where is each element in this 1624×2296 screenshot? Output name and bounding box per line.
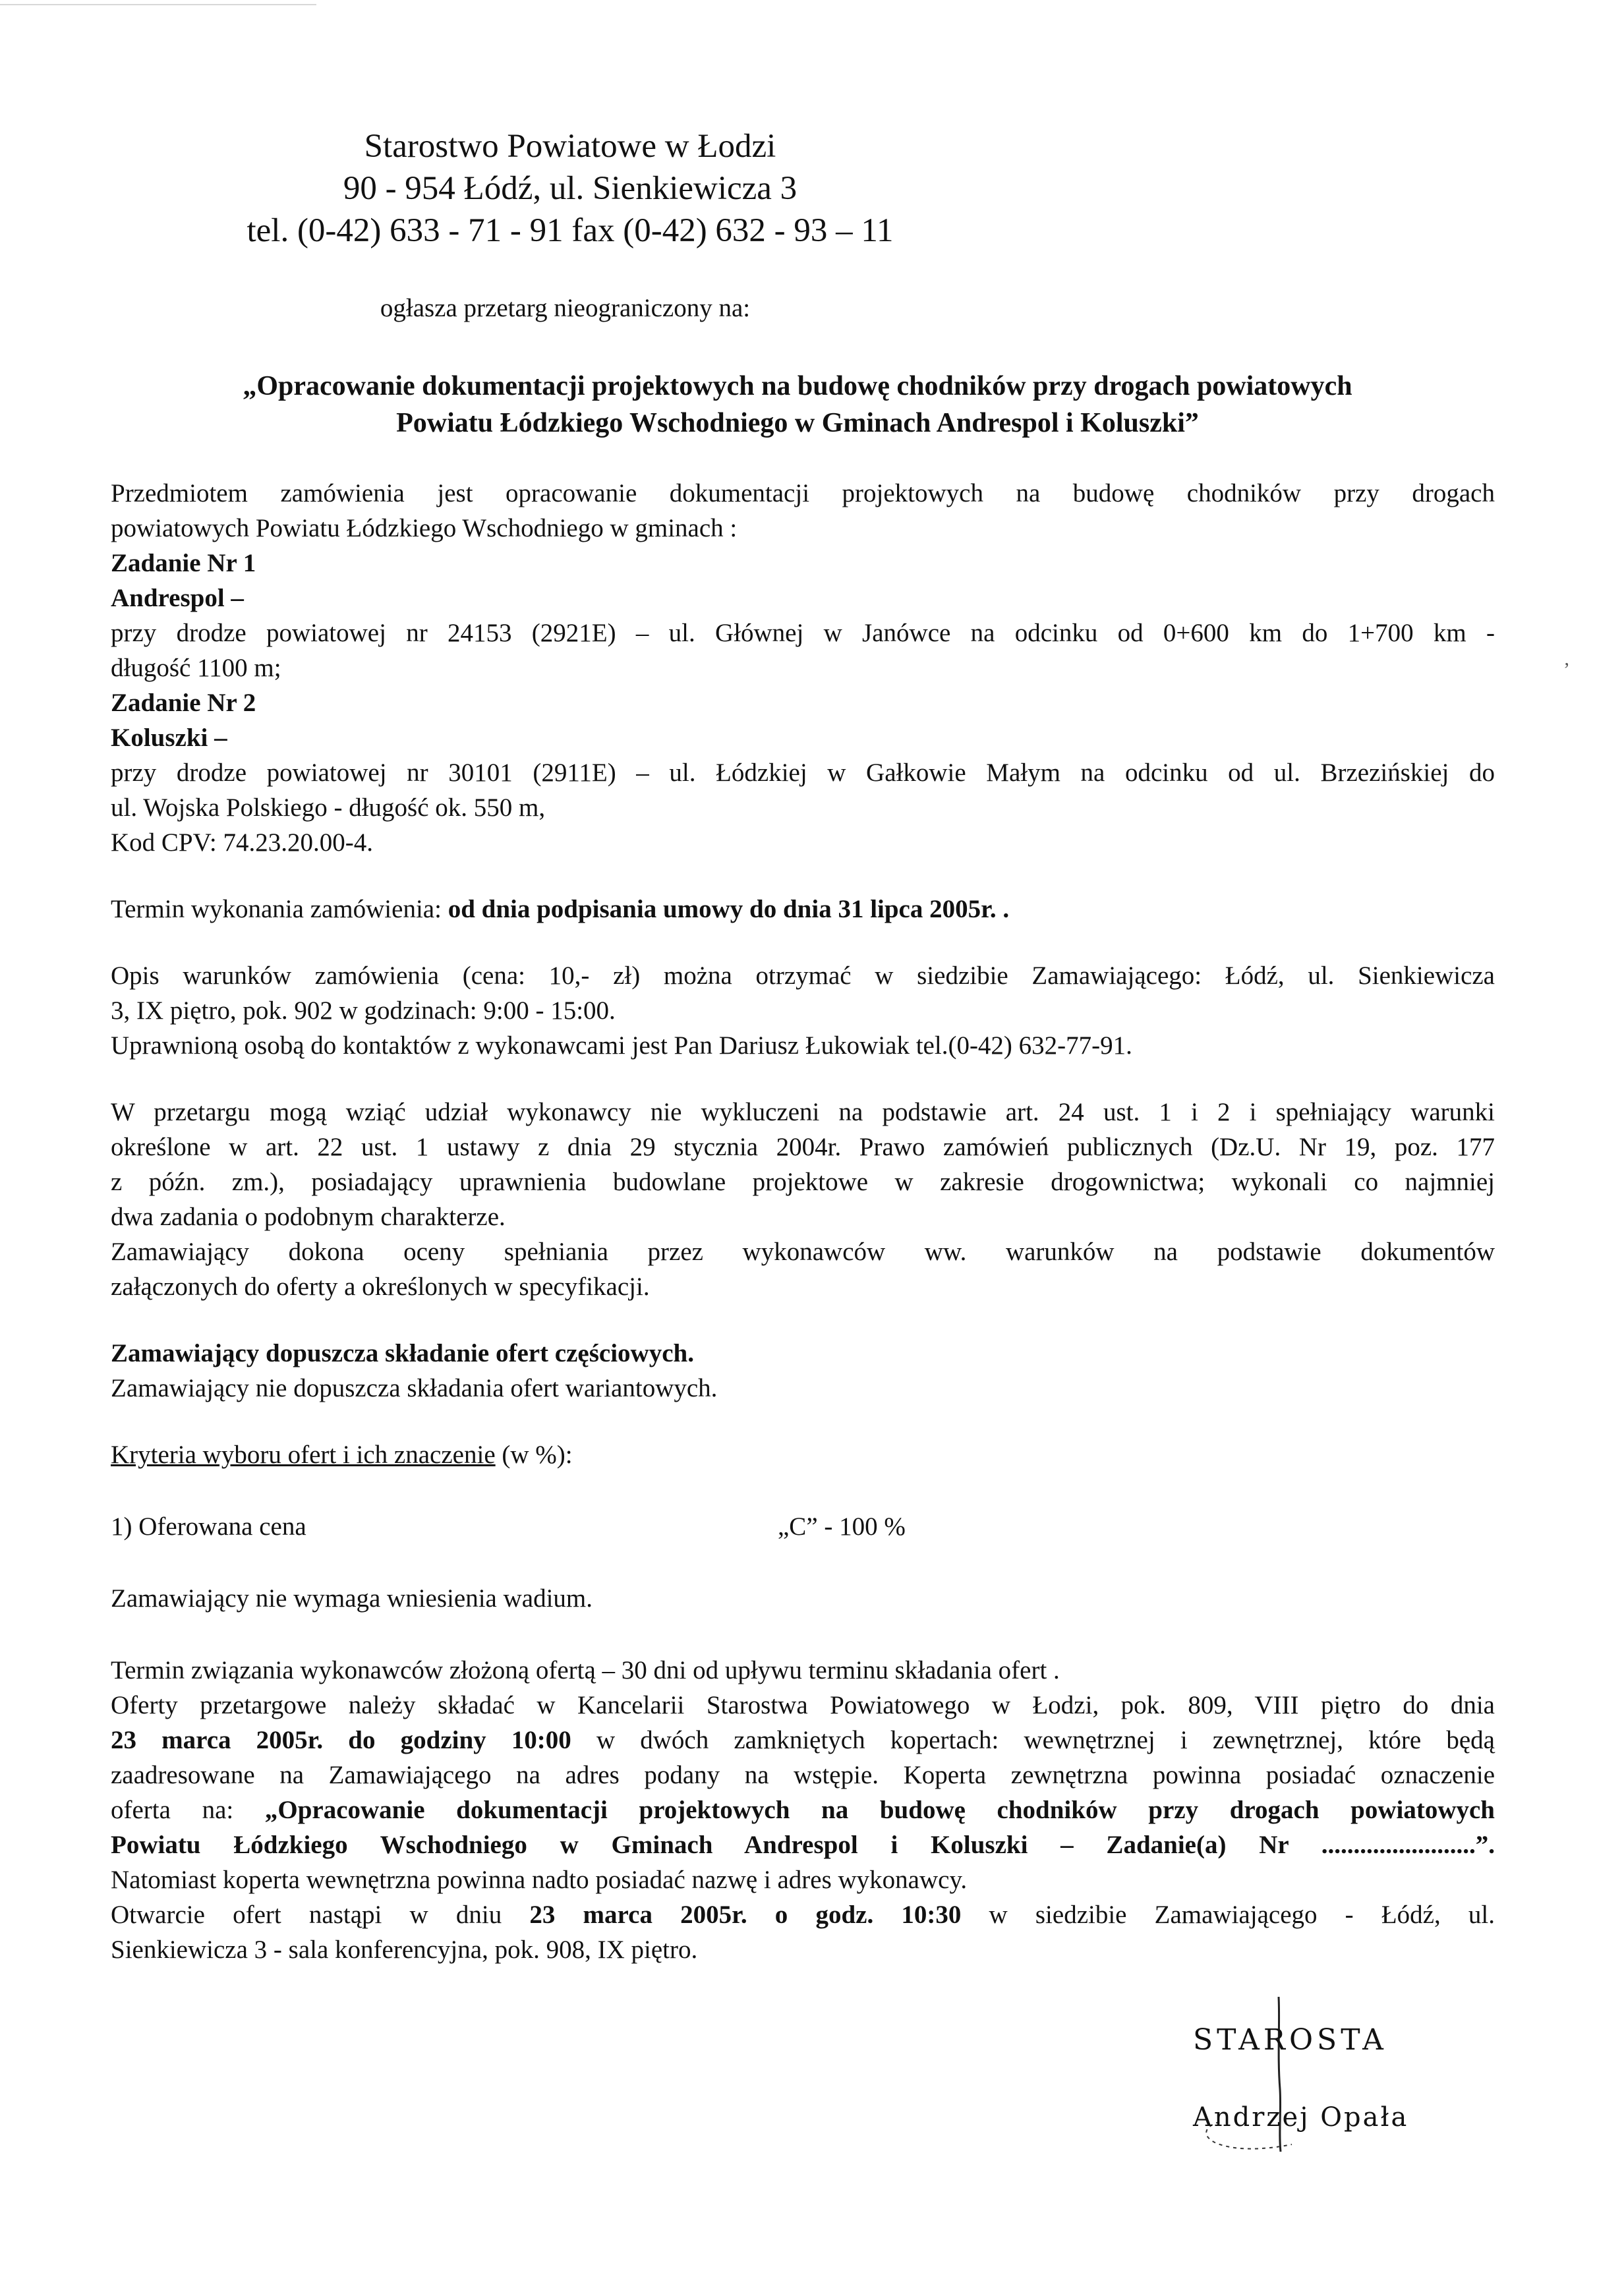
criteria-heading-suffix: (w %): bbox=[495, 1441, 573, 1469]
letterhead-address: 90 - 954 Łódź, ul. Sienkiewicza 3 bbox=[343, 170, 798, 207]
announcement-line: ogłasza przetarg nieograniczony na: bbox=[380, 294, 751, 322]
conditions-line-1: W przetargu mogą wziąć udział wykonawcy nie wykluczeni na podstawie art. 24 ust. 1 i 2 i spełniający warunki bbox=[111, 1098, 1495, 1126]
opening-suffix: w siedzibie Zamawiającego - Łódź, ul. bbox=[961, 1901, 1495, 1929]
letterhead-phone: tel. (0-42) 633 - 71 - 91 fax (0-42) 632 - 93 – 11 bbox=[246, 212, 894, 249]
criteria-heading bbox=[111, 1437, 1495, 1472]
subject-line-1: Przedmiotem zamówienia jest opracowanie dokumentacji projektowych na budowę chodników przy drogach bbox=[111, 479, 1495, 507]
scan-speck: ʼ bbox=[1563, 659, 1570, 681]
submission-line-3-rest: w dwóch zamkniętych kopertach: wewnętrznej i zewnętrznej, które będą bbox=[571, 1726, 1495, 1754]
wadium-note: Zamawiający nie wymaga wniesienia wadium. bbox=[111, 1584, 593, 1613]
conditions-line-2: określone w art. 22 ust. 1 ustawy z dnia 29 stycznia 2004r. Prawo zamówień publicznych (Dz.U. Nr 19, poz. 177 bbox=[111, 1133, 1495, 1161]
submission-line-1: Termin związania wykonawców złożoną ofertą – 30 dni od upływu terminu składania ofert . bbox=[111, 1656, 1060, 1684]
letterhead-office: Starostwo Powiatowe w Łodzi bbox=[364, 128, 776, 165]
tender-title bbox=[79, 368, 1516, 442]
opening-datetime: 23 marca 2005r. o godz. 10:30 bbox=[529, 1901, 962, 1929]
cpv-code: Kod CPV: 74.23.20.00-4. bbox=[111, 828, 373, 857]
task-1-label: Zadanie Nr 1 bbox=[111, 549, 256, 577]
conditions-line-6: załączonych do oferty a określonych w specyfikacji. bbox=[111, 1273, 650, 1301]
submission-line-7: Natomiast koperta wewnętrzna powinna nadto posiadać nazwę i adres wykonawcy. bbox=[111, 1866, 968, 1894]
submission-line-5 bbox=[111, 1793, 1495, 1827]
task-1-line-2: długość 1100 m; bbox=[111, 654, 281, 682]
partial-offers-note: Zamawiający dopuszcza składanie ofert częściowych. bbox=[111, 1339, 694, 1367]
task-2-label: Zadanie Nr 2 bbox=[111, 689, 256, 717]
tender-title-line-2: Powiatu Łódzkiego Wschodniego w Gminach Andrespol i Koluszki” bbox=[396, 408, 1199, 438]
task-2-line-2: ul. Wojska Polskiego - długość ok. 550 m, bbox=[111, 793, 546, 822]
signature-name: Andrzej Opała bbox=[1193, 2102, 1409, 2133]
signature-title: STAROSTA bbox=[1193, 2023, 1387, 2057]
task-1-line-1: przy drodze powiatowej nr 24153 (2921E) – ul. Głównej w Janówce na odcinku od 0+600 km do 1+700 km - bbox=[111, 619, 1495, 647]
letterhead bbox=[0, 125, 1140, 252]
deadline-prefix: Termin wykonania zamówienia: bbox=[111, 895, 448, 923]
criteria-item-label: 1) Oferowana cena bbox=[111, 1512, 306, 1541]
task-2-line-1: przy drodze powiatowej nr 30101 (2911E) – ul. Łódzkiej w Gałkowie Małym na odcinku od ul. Brzezińskiej do bbox=[111, 759, 1495, 787]
terms-line-1: Opis warunków zamówienia (cena: 10,- zł) można otrzymać w siedzibie Zamawiającego: Łódź, ul. Sienkiewicza bbox=[111, 961, 1495, 990]
opening-line bbox=[111, 1897, 1495, 1932]
document-body bbox=[111, 476, 1495, 1967]
opening-prefix: Otwarcie ofert nastąpi w dniu bbox=[111, 1901, 530, 1929]
conditions-line-3: z późn. zm.), posiadający uprawnienia budowlane projektowe w zakresie drogownictwa; wykonali co najmniej bbox=[111, 1168, 1495, 1196]
deadline-value: od dnia podpisania umowy do dnia 31 lipca 2005r. bbox=[448, 895, 997, 923]
submission-line-5-prefix: oferta na: bbox=[111, 1796, 265, 1824]
submission-deadline: 23 marca 2005r. do godziny 10:00 bbox=[111, 1726, 571, 1754]
completion-deadline bbox=[111, 892, 1495, 927]
task-1-place: Andrespol – bbox=[111, 584, 244, 612]
subject-line-2: powiatowych Powiatu Łódzkiego Wschodniego w gminach : bbox=[111, 514, 738, 542]
signature-stamp bbox=[1180, 1997, 1483, 2195]
submission-line-4: zaadresowane na Zamawiającego na adres podany na wstępie. Koperta zewnętrzna powinna posiadać oznaczenie bbox=[111, 1761, 1495, 1789]
tender-title-line-1: „Opracowanie dokumentacji projektowych na budowę chodników przy drogach powiatowych bbox=[243, 371, 1352, 401]
task-2-place: Koluszki – bbox=[111, 724, 227, 752]
deadline-suffix: . bbox=[996, 895, 1010, 923]
submission-line-3 bbox=[111, 1723, 1495, 1758]
criteria-item-value: „C” - 100 % bbox=[778, 1512, 906, 1541]
criteria-heading-text: Kryteria wyboru ofert i ich znaczenie bbox=[111, 1441, 496, 1469]
variant-offers-note: Zamawiający nie dopuszcza składania ofert wariantowych. bbox=[111, 1374, 718, 1402]
opening-location: Sienkiewicza 3 - sala konferencyjna, pok. 908, IX piętro. bbox=[111, 1936, 698, 1964]
envelope-marking-line-2: Powiatu Łódzkiego Wschodniego w Gminach Andrespol i Koluszki – Zadanie(a) Nr ........................”. bbox=[111, 1831, 1495, 1859]
conditions-line-5: Zamawiający dokona oceny spełniania przez wykonawców ww. warunków na podstawie dokumentów bbox=[111, 1238, 1495, 1266]
submission-line-2: Oferty przetargowe należy składać w Kancelarii Starostwa Powiatowego w Łodzi, pok. 809, VIII piętro do dnia bbox=[111, 1691, 1495, 1719]
scan-artifact-line bbox=[0, 4, 316, 5]
criteria-item bbox=[111, 1509, 1495, 1544]
contact-person: Uprawnioną osobą do kontaktów z wykonawcami jest Pan Dariusz Łukowiak tel.(0-42) 632-77-91. bbox=[111, 1031, 1132, 1060]
envelope-marking-line-1: „Opracowanie dokumentacji projektowych na budowę chodników przy drogach powiatowych bbox=[264, 1796, 1495, 1824]
conditions-line-4: dwa zadania o podobnym charakterze. bbox=[111, 1203, 506, 1231]
terms-line-2: 3, IX piętro, pok. 902 w godzinach: 9:00 - 15:00. bbox=[111, 996, 616, 1025]
